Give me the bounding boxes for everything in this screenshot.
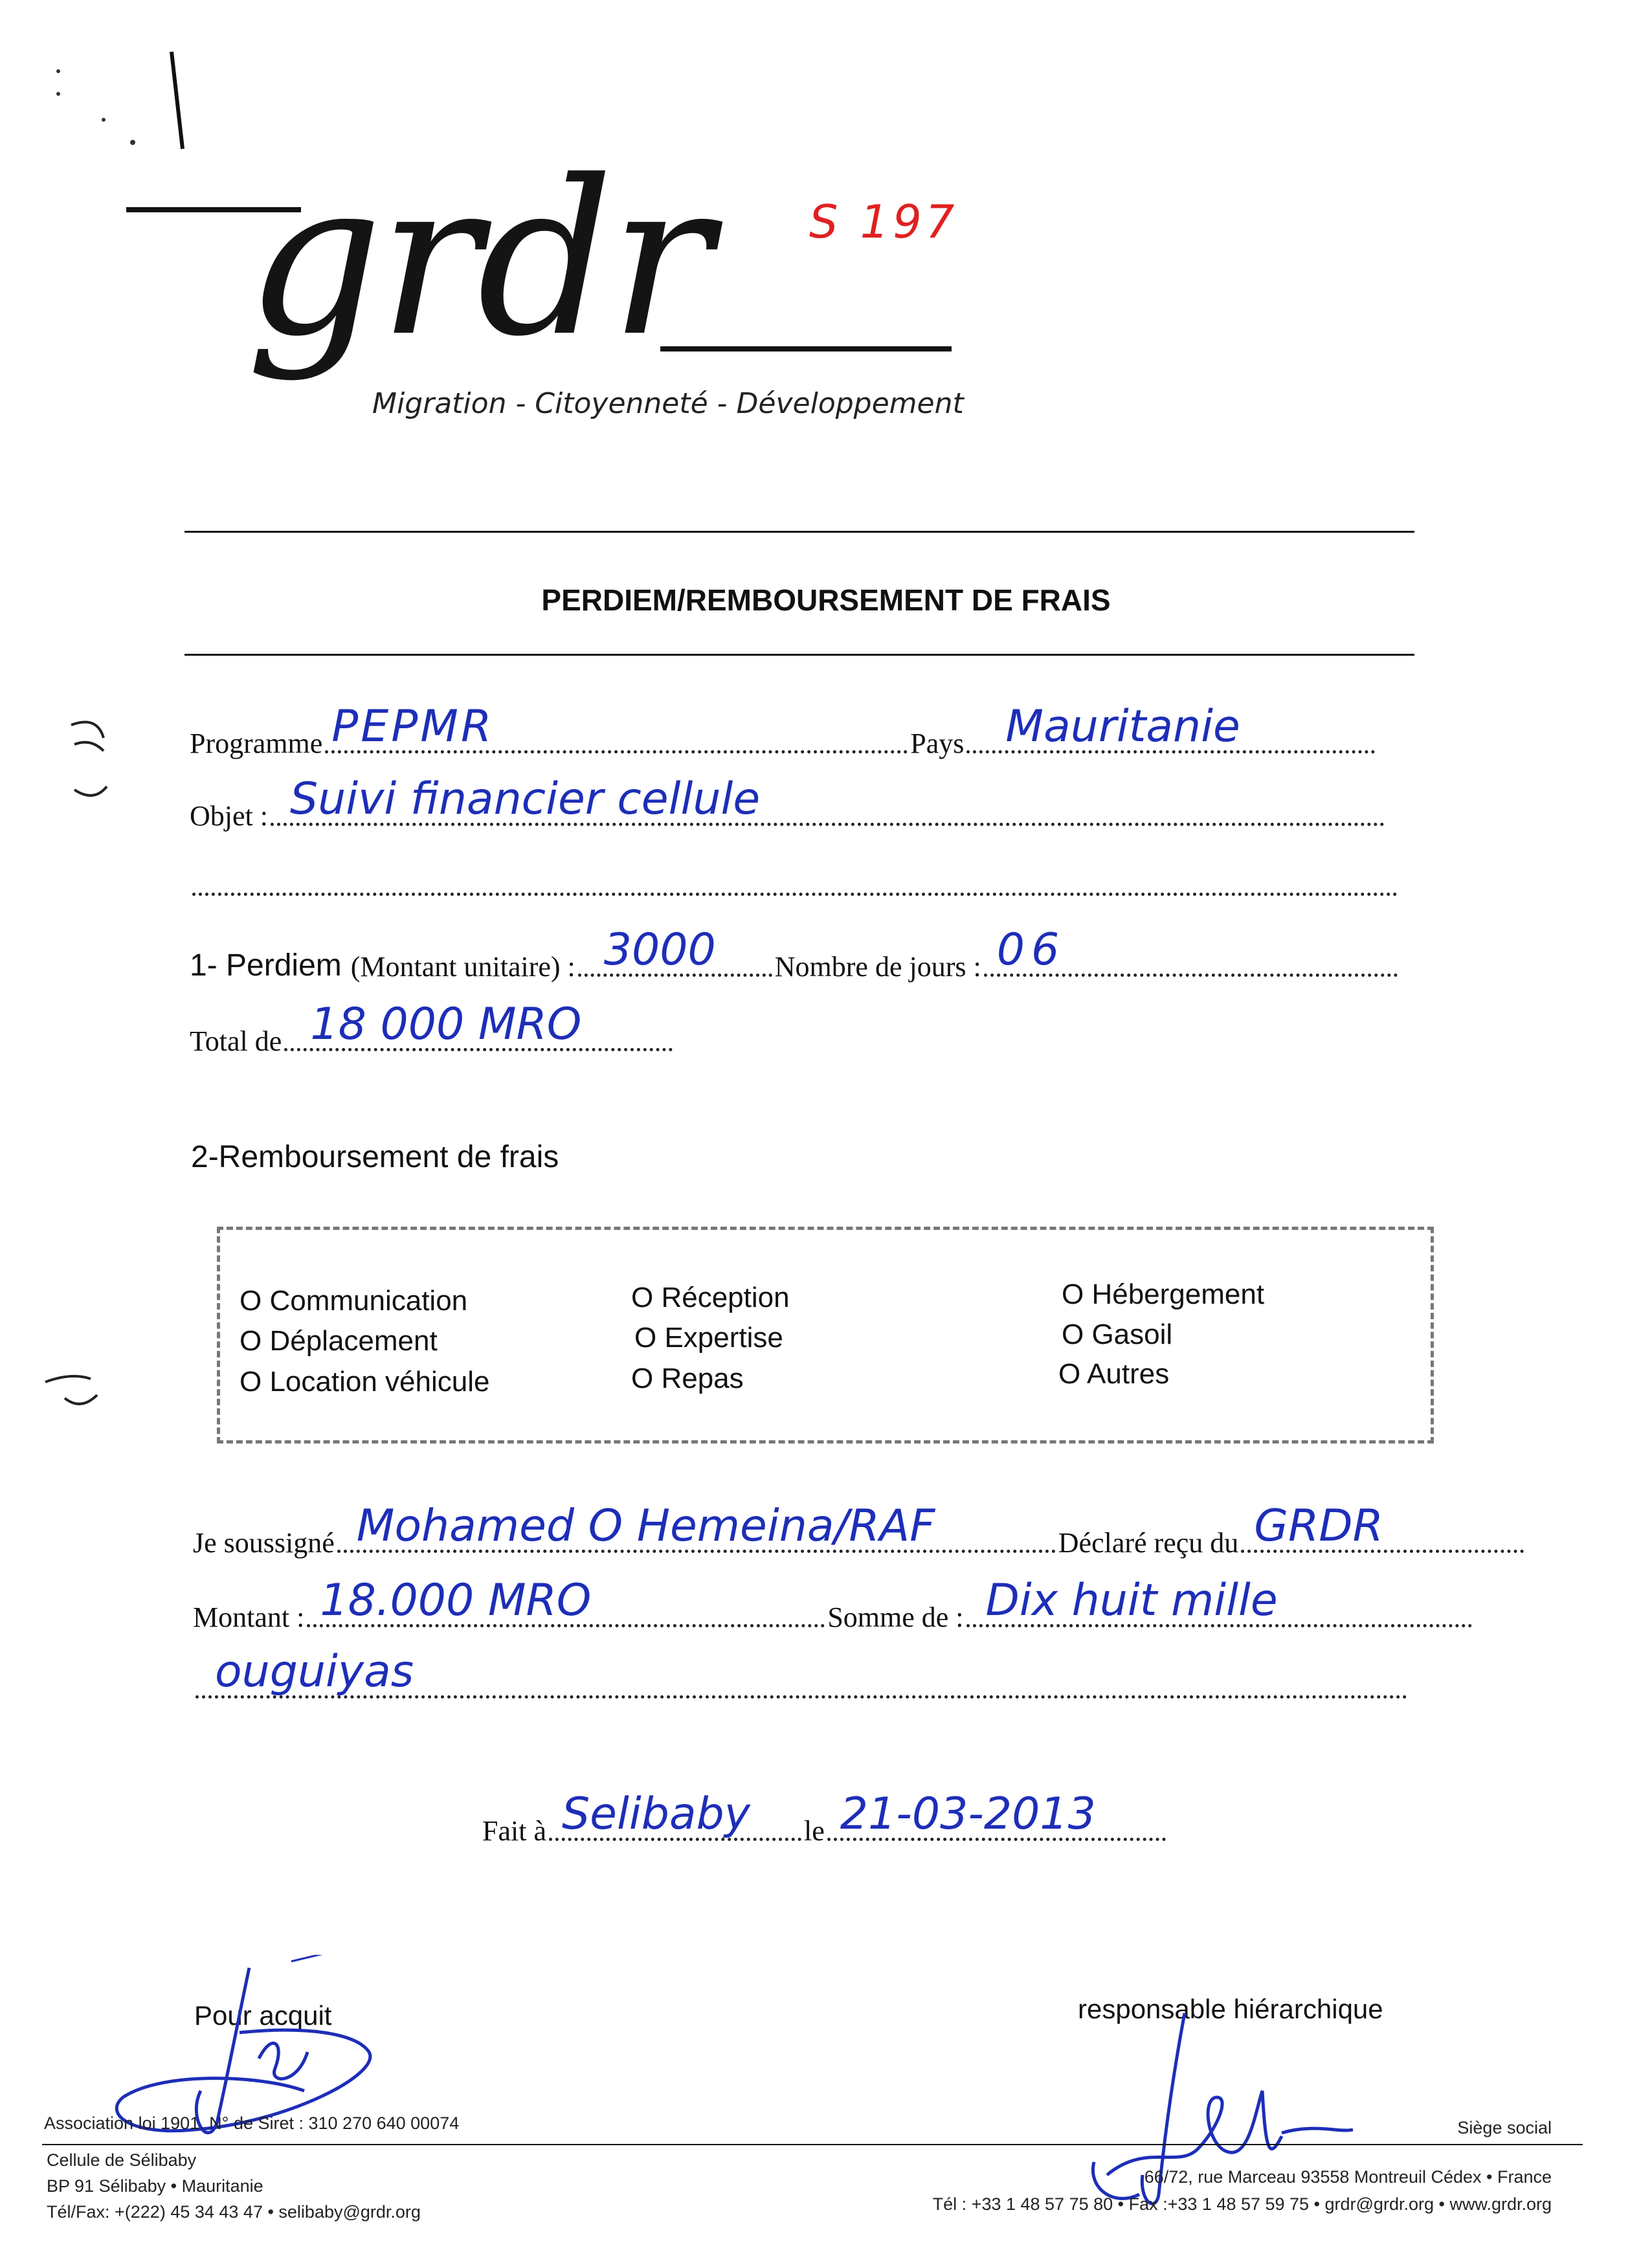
programme-field[interactable] <box>325 701 908 753</box>
footer-association: Association loi 1901. N° de Siret : 310 270 640 00074 <box>44 2113 460 2133</box>
punch-hole-mark <box>58 712 117 809</box>
somme-field[interactable] <box>966 1575 1472 1627</box>
objet-field[interactable] <box>271 774 1385 826</box>
perdiem-heading: 1- Perdiem <box>190 948 342 983</box>
le-label: le <box>803 1815 825 1847</box>
perdiem-unit-value: 3000 <box>603 924 716 975</box>
logo-underline <box>126 207 301 212</box>
remboursement-heading: 2-Remboursement de frais <box>191 1140 559 1174</box>
somme-value-continued: ouguiyas <box>215 1646 414 1697</box>
montant-value: 18.000 MRO <box>320 1575 592 1626</box>
pays-value: Mauritanie <box>1005 701 1240 752</box>
footer-address: 66/72, rue Marceau 93558 Montreuil Cédex • France <box>1144 2167 1552 2187</box>
scan-marks <box>39 45 207 155</box>
reference-code: S 197 <box>809 195 959 249</box>
pour-acquit-label: Pour acquit <box>194 2000 332 2031</box>
montant-line <box>193 1575 1475 1634</box>
footer-bp: BP 91 Sélibaby • Mauritanie <box>47 2176 263 2196</box>
date-field[interactable] <box>827 1789 1166 1841</box>
perdiem-unit-field[interactable] <box>578 924 772 977</box>
responsable-label: responsable hiérarchique <box>1078 1994 1383 2024</box>
fait-label: Fait à <box>482 1815 546 1847</box>
perdiem-unit-label: (Montant unitaire) : <box>350 951 575 983</box>
pays-label: Pays <box>910 728 965 759</box>
document-title: PERDIEM/REMBOURSEMENT DE FRAIS <box>541 583 1111 617</box>
grdr-logo: grdr <box>246 135 708 383</box>
perdiem-total-line <box>190 999 675 1058</box>
perdiem-total-value: 18 000 MRO <box>310 999 582 1050</box>
title-rule-top <box>184 531 1414 533</box>
soussigne-line <box>193 1500 1526 1559</box>
somme-label: Somme de : <box>827 1601 964 1633</box>
logo-tagline: Migration - Citoyenneté - Développement <box>372 387 964 420</box>
objet-value: Suivi financier cellule <box>289 774 761 825</box>
footer-contact: Tél : +33 1 48 57 75 80 • Fax :+33 1 48 57 59 75 • grdr@grdr.org • www.grdr.org <box>932 2194 1552 2214</box>
perdiem-days-label: Nombre de jours : <box>774 951 981 983</box>
objet-line-2 <box>190 861 1400 902</box>
objet-label: Objet : <box>190 800 268 832</box>
option-reception[interactable]: O Réception <box>631 1282 790 1313</box>
somme-value: Dix huit mille <box>985 1575 1278 1626</box>
objet-line <box>190 774 1387 832</box>
programme-value: PEPMR <box>331 701 495 752</box>
option-autres[interactable]: O Autres <box>1058 1358 1170 1390</box>
place-date-line <box>482 1789 1168 1847</box>
perdiem-total-field[interactable] <box>284 999 673 1051</box>
footer-rule <box>42 2144 1583 2145</box>
remboursement-options-box <box>217 1227 1434 1444</box>
option-expertise[interactable]: O Expertise <box>634 1322 783 1354</box>
perdiem-total-label: Total de <box>190 1025 282 1057</box>
option-location-vehicule[interactable]: O Location véhicule <box>240 1366 490 1398</box>
perdiem-days-field[interactable] <box>984 924 1398 977</box>
title-rule-bottom <box>184 654 1414 656</box>
option-communication[interactable]: O Communication <box>240 1285 468 1317</box>
footer-siege: Siège social <box>1457 2118 1552 2137</box>
montant-label: Montant : <box>193 1601 305 1633</box>
option-gasoil[interactable]: O Gasoil <box>1062 1319 1173 1350</box>
objet-field-continued[interactable] <box>192 864 1398 896</box>
recu-value: GRDR <box>1254 1500 1383 1552</box>
programme-line <box>190 701 1378 760</box>
soussigne-field[interactable] <box>337 1500 1056 1553</box>
footer-cellule: Cellule de Sélibaby <box>47 2150 197 2170</box>
recu-field[interactable] <box>1241 1500 1524 1553</box>
footer-telfax: Tél/Fax: +(222) 45 34 43 47 • selibaby@grdr.org <box>47 2202 421 2222</box>
option-repas[interactable]: O Repas <box>631 1363 744 1394</box>
programme-label: Programme <box>190 728 323 759</box>
montant-field[interactable] <box>307 1575 825 1627</box>
soussigne-label: Je soussigné <box>193 1527 335 1559</box>
punch-hole-mark <box>39 1363 110 1414</box>
pays-field[interactable] <box>966 701 1375 753</box>
fait-field[interactable] <box>549 1789 801 1841</box>
perdiem-days-value: 06 <box>996 924 1066 975</box>
somme-line-2 <box>193 1646 1410 1705</box>
option-hebergement[interactable]: O Hébergement <box>1062 1278 1265 1310</box>
fait-value: Selibaby <box>561 1789 751 1840</box>
option-deplacement[interactable]: O Déplacement <box>240 1325 438 1357</box>
date-value: 21-03-2013 <box>840 1789 1096 1840</box>
recu-label: Déclaré reçu du <box>1058 1527 1239 1559</box>
soussigne-value: Mohamed O Hemeina/RAF <box>356 1500 935 1552</box>
logo-baseline <box>660 346 952 351</box>
somme-field-continued[interactable] <box>195 1646 1407 1699</box>
perdiem-line <box>190 924 1400 983</box>
